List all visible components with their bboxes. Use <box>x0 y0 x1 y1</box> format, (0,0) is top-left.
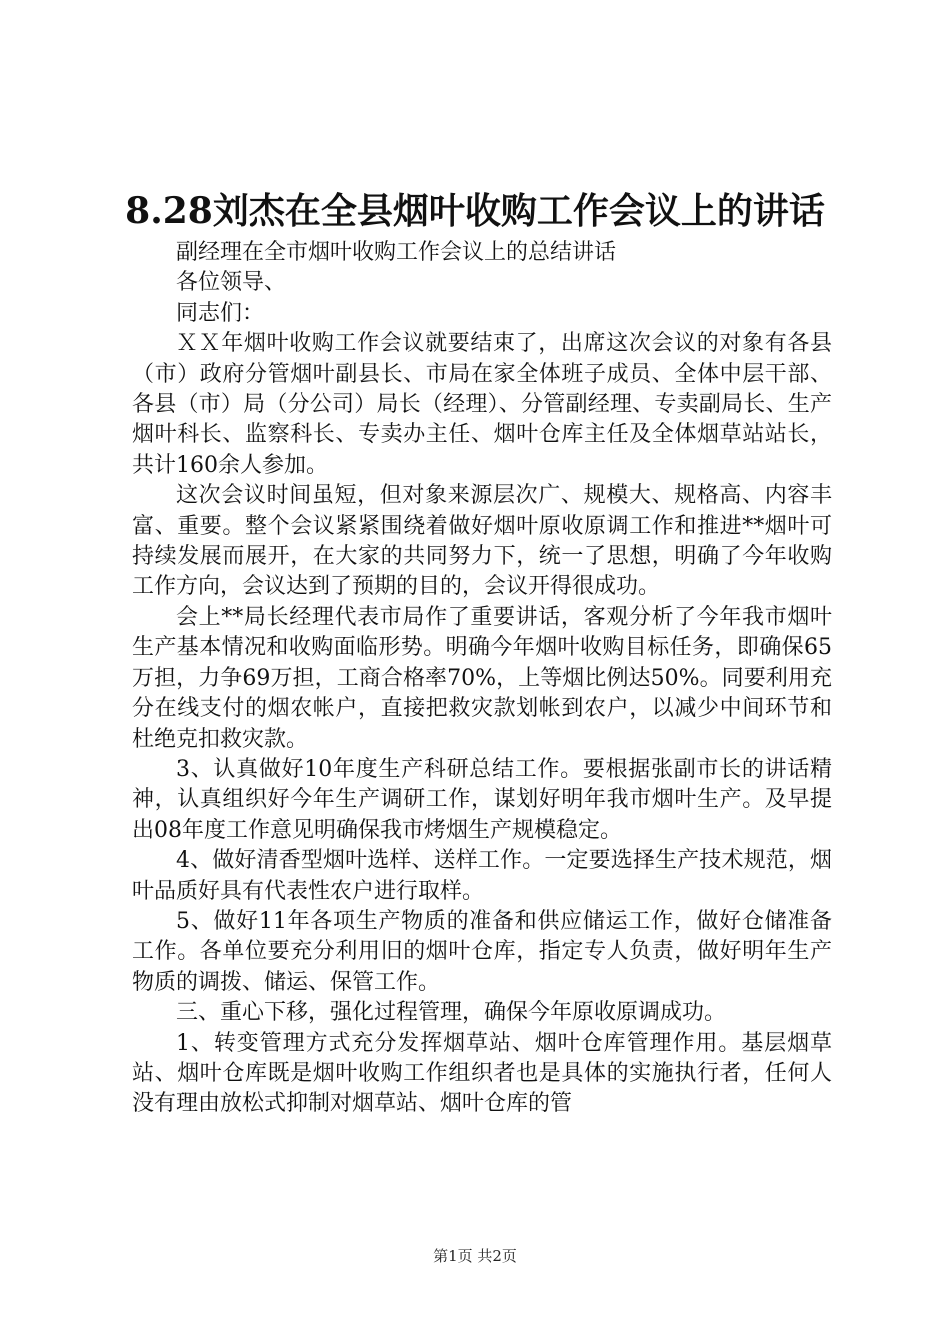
paragraph: 5、做好11年各项生产物质的准备和供应储运工作，做好仓储准备工作。各单位要充分利用旧的烟叶仓库，指定专人负责，做好明年生产物质的调拨、储运、保管工作。 <box>132 908 832 995</box>
document-body <box>132 238 832 1120</box>
paragraph: 3、认真做好10年度生产科研总结工作。要根据张副市长的讲话精神，认真组织好今年生产调研工作，谋划好明年我市烟叶生产。及早提出08年度工作意见明确保我市烤烟生产规模稳定。 <box>132 756 832 843</box>
paragraph: 1、转变管理方式充分发挥烟草站、烟叶仓库管理作用。基层烟草站、烟叶仓库既是烟叶收购工作组织者也是具体的实施执行者，任何人没有理由放松式抑制对烟草站、烟叶仓库的管 <box>132 1030 832 1117</box>
page-number-footer: 第1页 共2页 <box>433 1247 517 1265</box>
paragraph: 各位领导、 <box>176 270 287 296</box>
paragraph: ＸＸ年烟叶收购工作会议就要结束了，出席这次会议的对象有各县（市）政府分管烟叶副县长、市局在家全体班子成员、全体中层干部、各县（市）局（分公司）局长（经理）、分管副经理、专卖副局长、生产烟叶科长、监察科长、专卖办主任、烟叶仓库主任及全体烟草站站长，共计160余人参加。 <box>132 331 832 478</box>
paragraph: 副经理在全市烟叶收购工作会议上的总结讲话 <box>176 240 617 265</box>
document-title: 8.28刘杰在全县烟叶收购工作会议上的讲话 <box>125 190 825 232</box>
paragraph: 三、重心下移，强化过程管理，确保今年原收原调成功。 <box>176 1000 727 1026</box>
paragraph: 这次会议时间虽短，但对象来源层次广、规模大、规格高、内容丰富、重要。整个会议紧紧围绕着做好烟叶原收原调工作和推进**烟叶可持续发展而展开，在大家的共同努力下，统一了思想，明确了今年收购工作方向，会议达到了预期的目的，会议开得很成功。 <box>132 483 832 600</box>
paragraph: 会上**局长经理代表市局作了重要讲话，客观分析了今年我市烟叶生产基本情况和收购面临形势。明确今年烟叶收购目标任务，即确保65万担，力争69万担，工商合格率70%，上等烟比例达50%。同要利用充分在线支付的烟农帐户，直接把救灾款划帐到农户，以减少中间环节和杜绝克扣救灾款。 <box>132 604 832 752</box>
paragraph: 同志们： <box>176 300 265 326</box>
paragraph: 4、做好清香型烟叶选样、送样工作。一定要选择生产技术规范，烟叶品质好具有代表性农户进行取样。 <box>132 848 832 904</box>
